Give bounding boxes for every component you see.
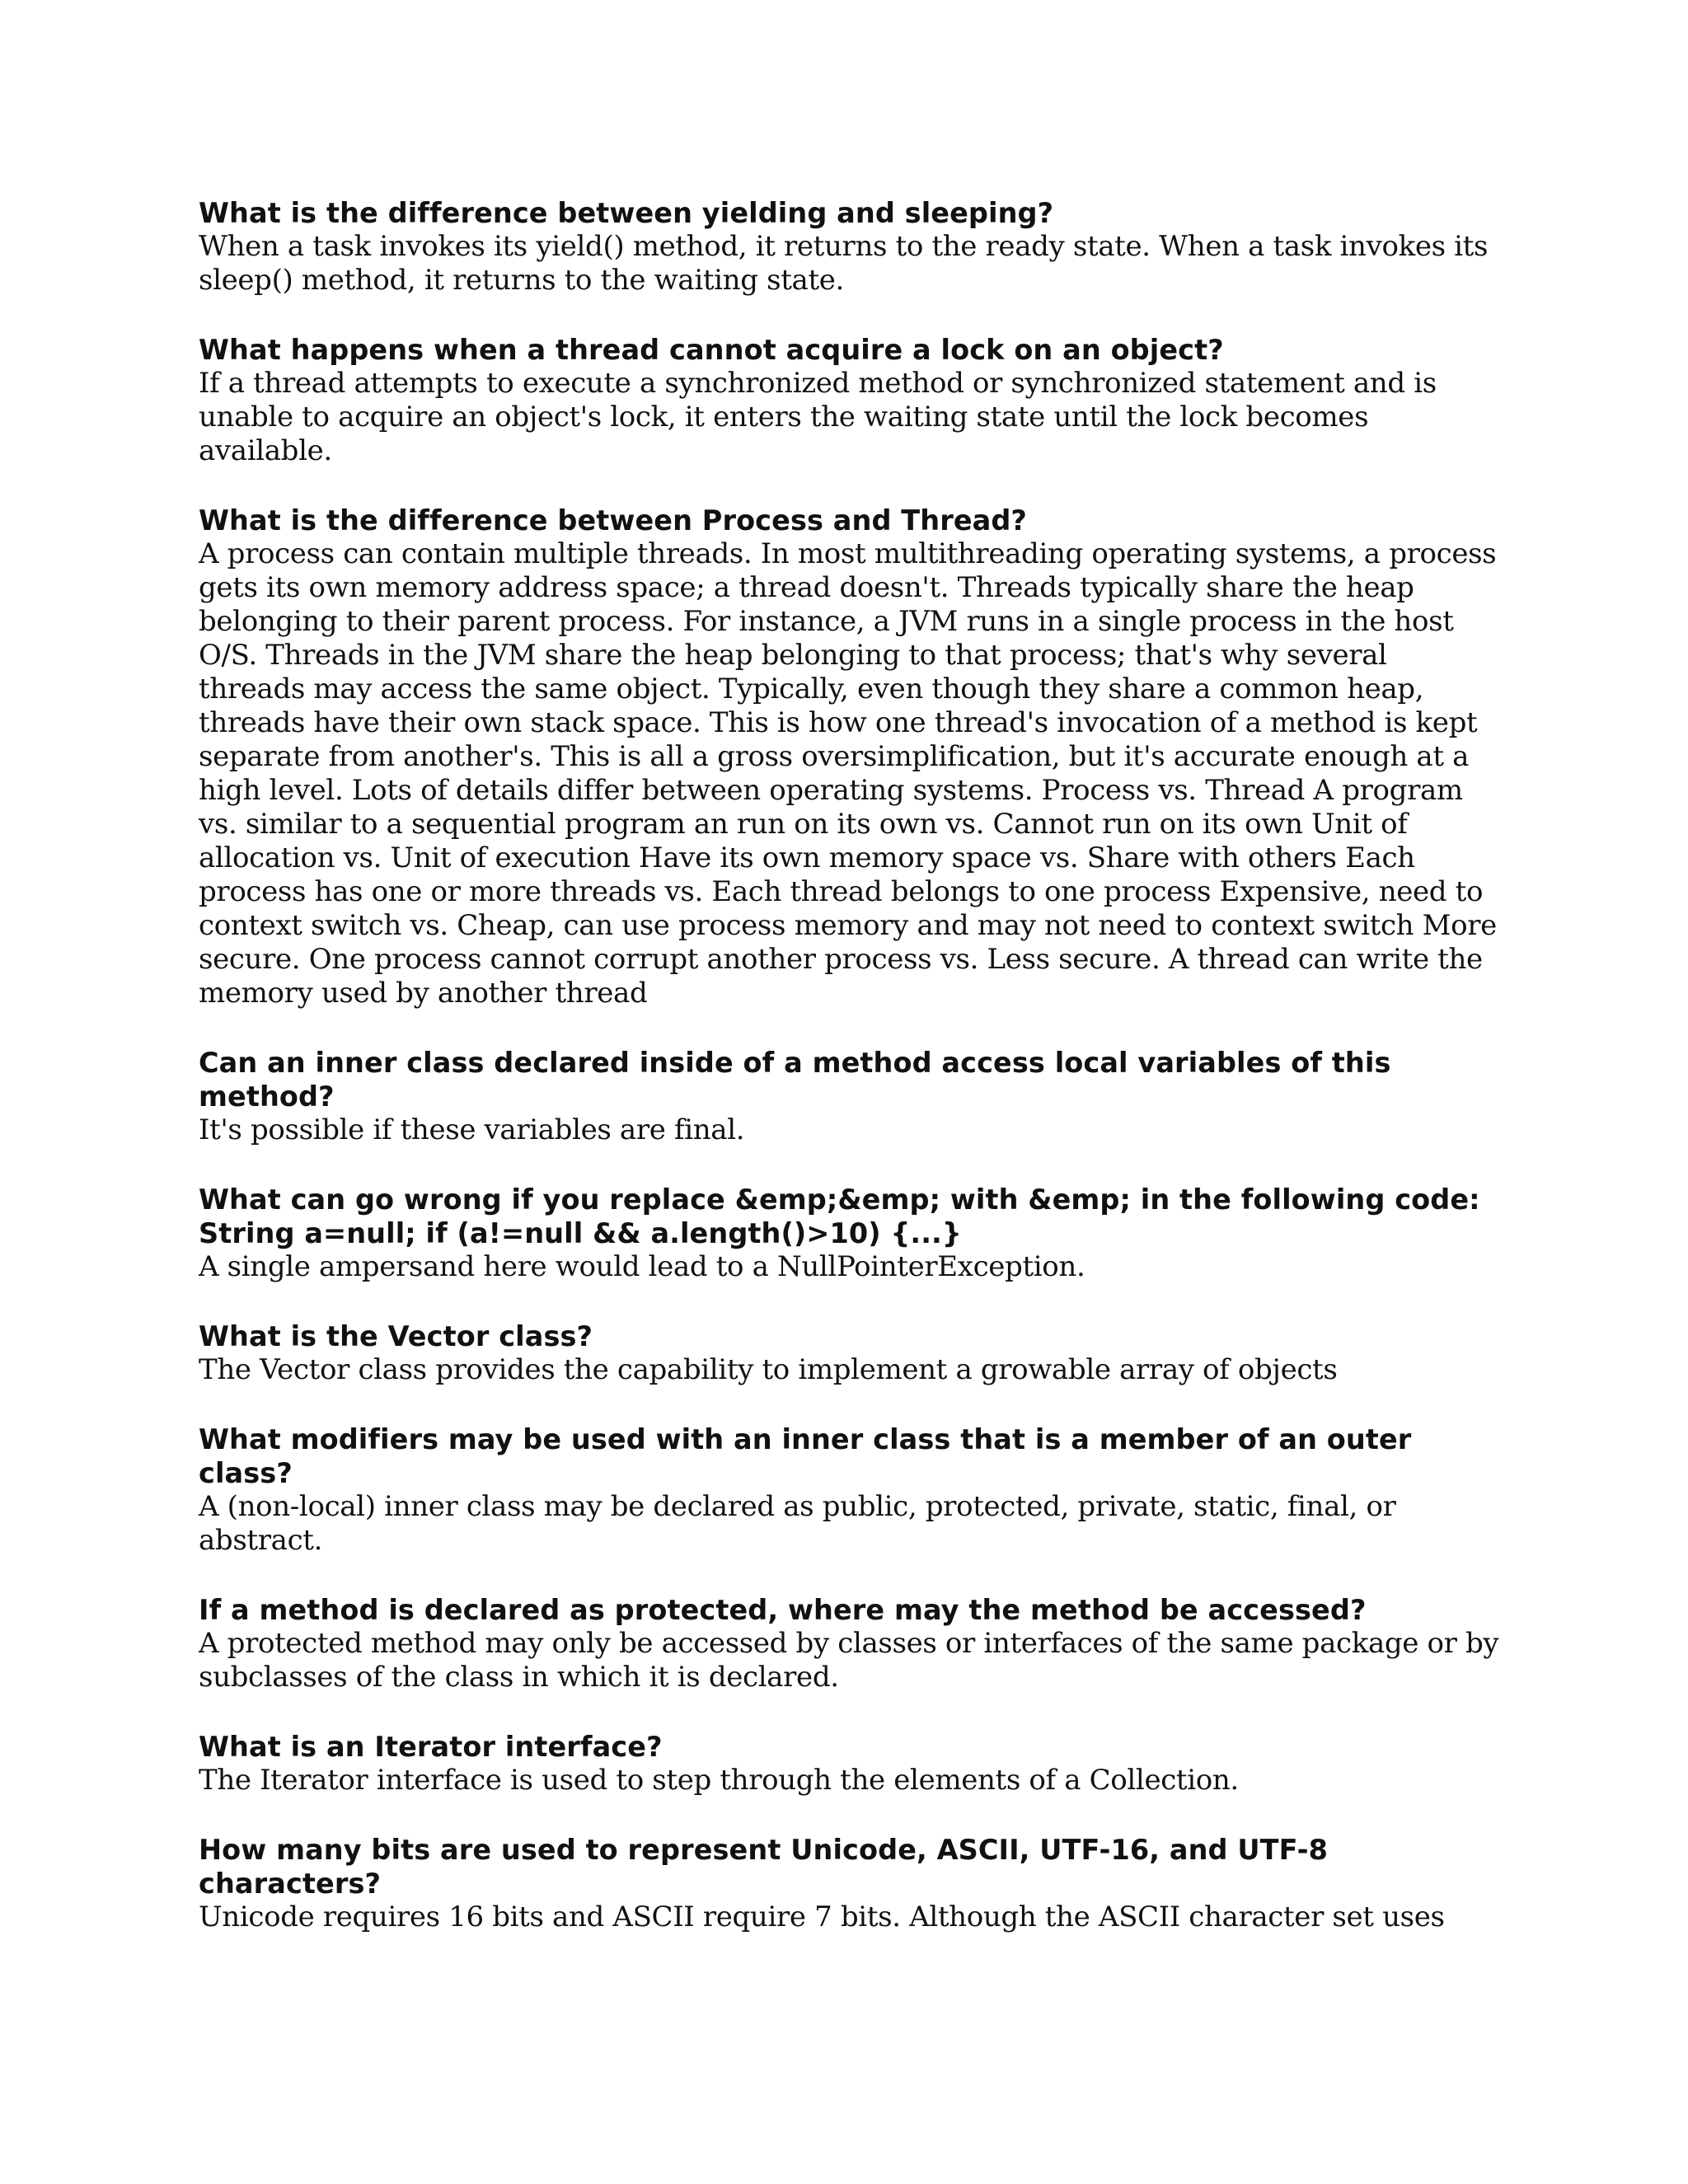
qa-item [199,1183,1501,1284]
answer-text: The Iterator interface is used to step through the elements of a Collection. [199,1764,1239,1797]
document-page [199,196,1501,1970]
question-heading: What can go wrong if you replace &emp;&emp; with &emp; in the following code: String a=null; if (a!=null && a.length()>10) {...} [199,1183,1480,1249]
answer-text: A (non-local) inner class may be declared as public, protected, private, static, final, or abstract. [199,1490,1396,1557]
answer-text: A single ampersand here would lead to a NullPointerException. [199,1250,1085,1283]
question-heading: If a method is declared as protected, where may the method be accessed? [199,1594,1367,1626]
qa-item [199,1046,1501,1147]
question-heading: Can an inner class declared inside of a method access local variables of this method? [199,1047,1391,1113]
qa-item [199,1593,1501,1694]
question-heading: What is the Vector class? [199,1320,593,1352]
question-heading: What is an Iterator interface? [199,1731,663,1763]
answer-text: Unicode requires 16 bits and ASCII require 7 bits. Although the ASCII character set uses [199,1900,1445,1933]
qa-item [199,1730,1501,1797]
question-heading: What is the difference between Process and Thread? [199,504,1027,537]
question-heading: What is the difference between yielding and sleeping? [199,197,1054,229]
answer-text: If a thread attempts to execute a synchronized method or synchronized statement and is unable to acquire an object's lock, it enters the waiting state until the lock becomes available. [199,367,1437,467]
qa-item [199,504,1501,1010]
qa-item [199,1422,1501,1558]
answer-text: A protected method may only be accessed by classes or interfaces of the same package or by subclasses of the class in which it is declared. [199,1627,1499,1694]
answer-text: It's possible if these variables are final. [199,1113,745,1146]
qa-item [199,1833,1501,1934]
question-heading: What happens when a thread cannot acquire a lock on an object? [199,334,1224,366]
question-heading: How many bits are used to represent Unicode, ASCII, UTF-16, and UTF-8 characters? [199,1834,1328,1900]
answer-text: The Vector class provides the capability to implement a growable array of objects [199,1353,1338,1386]
answer-text: A process can contain multiple threads. In most multithreading operating systems, a process gets its own memory address space; a thread doesn't. Threads typically share the heap belonging to their parent process. For instance, a JVM runs in a single process in the host O/S. Threads in the JVM share the heap belonging to that process; that's why several threads may access the same object. Typically, even though they share a common heap, threads have their own stack space. This is how one thread's invocation of a method is kept separate from another's. This is all a gross oversimplification, but it's accurate enough at a high level. Lots of details differ between operating systems. Process vs. Thread A program vs. similar to a sequential program an run on its own vs. Cannot run on its own Unit of allocation vs. Unit of execution Have its own memory space vs. Share with others Each process has one or more threads vs. Each thread belongs to one process Expensive, need to context switch vs. Cheap, can use process memory and may not need to context switch More secure. One process cannot corrupt another process vs. Less secure. A thread can write the memory used by another thread [199,537,1497,1010]
qa-item [199,196,1501,298]
qa-item [199,1319,1501,1387]
answer-text: When a task invokes its yield() method, it returns to the ready state. When a task invokes its sleep() method, it returns to the waiting state. [199,230,1489,297]
question-heading: What modifiers may be used with an inner class that is a member of an outer class? [199,1423,1412,1489]
qa-item [199,333,1501,468]
